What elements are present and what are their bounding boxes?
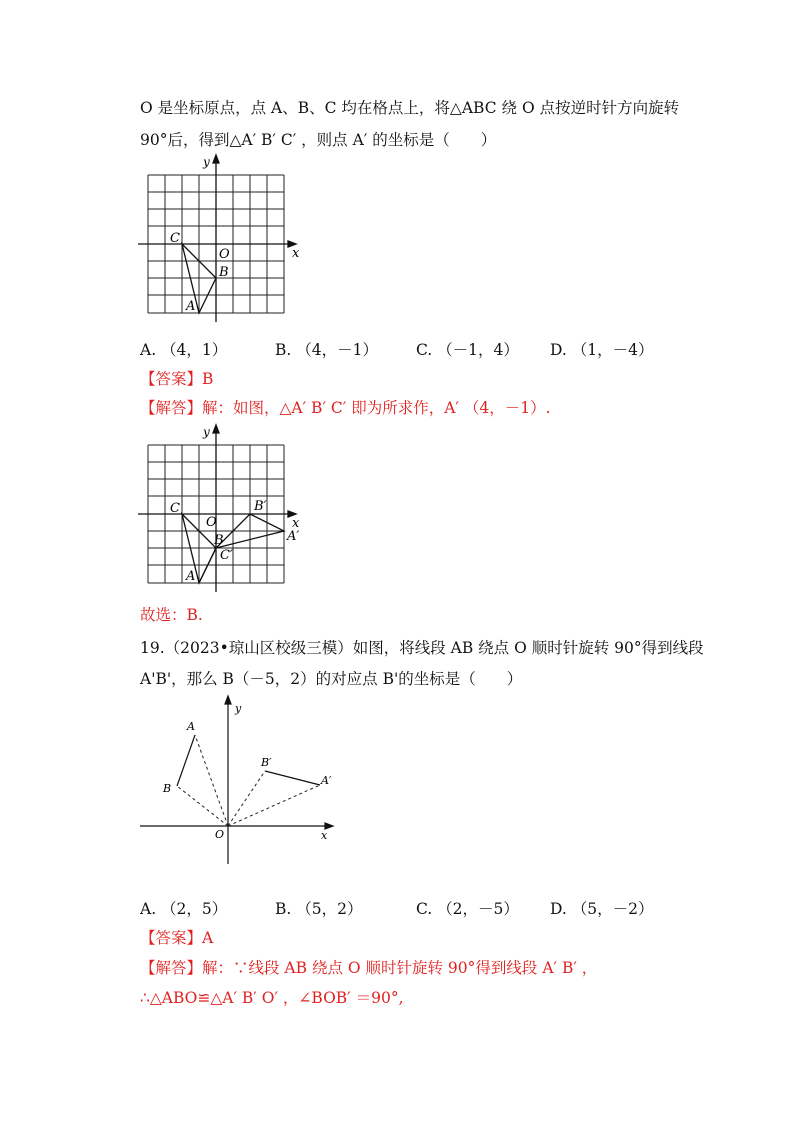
dashed-rays bbox=[177, 735, 320, 826]
label-b-prime: B′ bbox=[261, 756, 272, 769]
q18-figure-2 bbox=[130, 422, 320, 597]
label-x: x bbox=[292, 246, 300, 261]
label-y: y bbox=[235, 702, 242, 715]
q18-option-c: C. （－1，4） bbox=[416, 341, 519, 359]
q19-option-b: B. （5，2） bbox=[275, 900, 363, 918]
q18-figure-1 bbox=[130, 152, 310, 327]
label-b-prime: B′ bbox=[254, 499, 267, 514]
q18-stem-line2: 90°后，得到△A′ B′ C′ ，则点 A′ 的坐标是（ ） bbox=[140, 131, 497, 149]
q18-answer: 【答案】B bbox=[140, 370, 214, 388]
label-y: y bbox=[203, 155, 210, 169]
label-x: x bbox=[292, 516, 300, 531]
y-axis-arrow-icon bbox=[213, 425, 219, 433]
q19-stem-line1: 19.（2023•琼山区校级三模）如图，将线段 AB 绕点 O 顺时针旋转 90°得到线段 bbox=[140, 639, 704, 657]
label-x: x bbox=[321, 829, 328, 842]
q19-stem-line2: A'B'，那么 B（－5，2）的对应点 B'的坐标是（ ） bbox=[140, 670, 523, 688]
q18-option-b: B. （4，－1） bbox=[275, 341, 378, 359]
segment-a-b-prime bbox=[265, 771, 320, 785]
label-o: O bbox=[219, 247, 230, 262]
q19-option-a: A. （2，5） bbox=[140, 900, 228, 918]
label-c-prime: C′ bbox=[220, 548, 233, 563]
q18-stem-line1: O 是坐标原点，点 A、B、C 均在格点上，将△ABC 绕 O 点按逆时针方向旋转 bbox=[140, 99, 680, 117]
segment-ab bbox=[177, 735, 195, 786]
y-axis-arrow-icon bbox=[225, 696, 231, 704]
y-axis-arrow-icon bbox=[213, 155, 219, 163]
label-y: y bbox=[203, 425, 210, 439]
label-o: O bbox=[215, 828, 225, 841]
q18-solution: 【解答】解：如图，△A′ B′ C′ 即为所求作，A′ （4，－1）. bbox=[140, 399, 551, 417]
q19-solution-line2: ∴△ABO≌△A′ B′ O′ ，∠BOB′ ＝90°, bbox=[140, 989, 404, 1007]
label-c: C bbox=[170, 231, 180, 246]
label-a: A bbox=[186, 299, 196, 314]
label-o: O bbox=[206, 515, 217, 530]
q18-option-d: D. （1，－4） bbox=[550, 341, 654, 359]
label-a: A bbox=[186, 569, 196, 584]
label-b: B bbox=[219, 265, 229, 280]
q19-option-d: D. （5，－2） bbox=[550, 900, 654, 918]
label-b: B bbox=[163, 782, 172, 795]
q18-conclusion: 故选：B. bbox=[140, 606, 203, 624]
q19-option-c: C. （2，－5） bbox=[416, 900, 519, 918]
q19-solution-line1: 【解答】解：∵线段 AB 绕点 O 顺时针旋转 90°得到线段 A′ B′ ， bbox=[140, 959, 598, 977]
label-a: A bbox=[187, 720, 195, 733]
q18-option-a: A. （4，1） bbox=[140, 341, 228, 359]
label-b: B bbox=[214, 533, 224, 548]
label-c: C bbox=[170, 501, 180, 516]
q19-answer: 【答案】A bbox=[140, 929, 214, 947]
q19-figure bbox=[135, 692, 345, 868]
label-a-prime: A′ bbox=[287, 529, 300, 544]
label-a-prime: A′ bbox=[321, 774, 332, 787]
